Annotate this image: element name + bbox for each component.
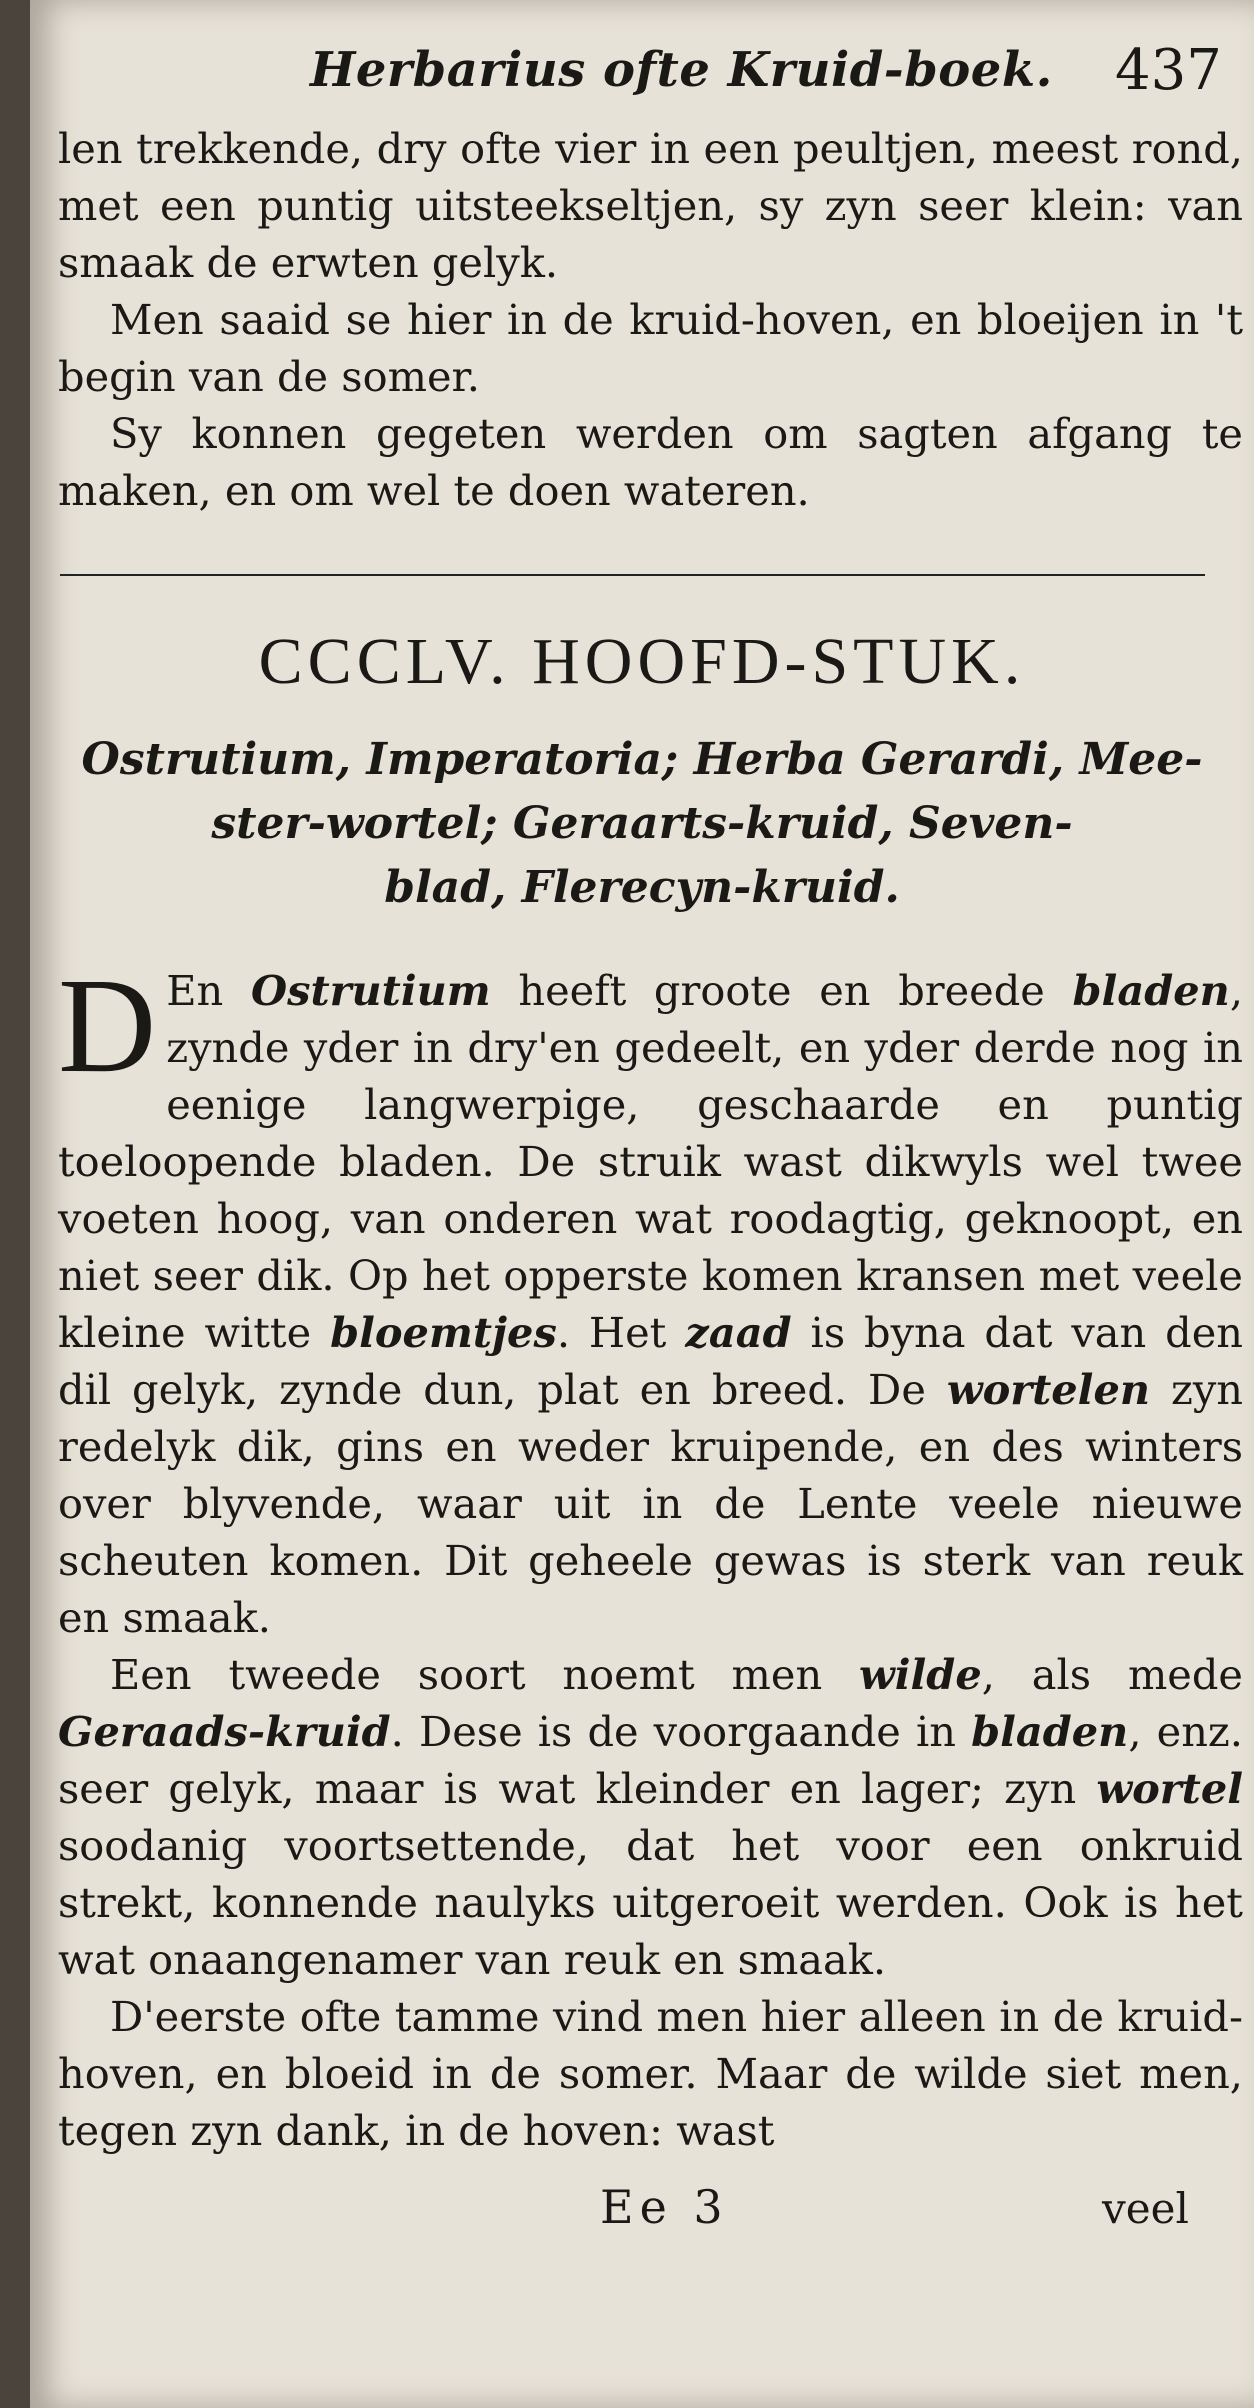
italic-term: wortelen [946, 1365, 1151, 1414]
text-run: En [166, 966, 251, 1015]
book-gutter [0, 0, 30, 2408]
drop-cap: D [58, 951, 157, 1101]
chapter-title: CCCLV. HOOFD-STUK. [258, 625, 1026, 698]
top-section [58, 120, 1243, 519]
text-run: , zynde yder in dry'en gedeelt, en yder derde nog in eenige langwerpige, geschaarde en puntig toeloopende bladen. De struik wast dikwyls wel twee voeten hoog, van onderen wat roodagtig, geknoopt, en niet seer dik. Op het opperste komen kransen met veele kleine witte [58, 966, 1244, 1357]
italic-term: bladen [1072, 966, 1230, 1015]
subtitle-line: ster-wortel; Geraarts-kruid, Seven- [211, 798, 1073, 849]
italic-term: bladen [971, 1707, 1129, 1756]
signature-mark: Ee 3 [600, 2180, 729, 2234]
text-run: soodanig voortsettende, dat het voor een onkruid strekt, konnende naulyks uitgeroeit werden. Ook is het wat onaangenamer van reuk en smaak. [58, 1821, 1243, 1984]
subtitle-line: blad, Flerecyn-kruid. [384, 862, 900, 913]
text-run: . Dese is de voorgaande in [390, 1707, 972, 1756]
italic-term: Geraads-kruid [58, 1707, 391, 1756]
paragraph-second [58, 1646, 1243, 1988]
italic-term: wilde [859, 1650, 982, 1699]
section-divider [60, 574, 1205, 576]
italic-term: Ostrutium [250, 966, 491, 1015]
paragraph-continued: len trekkende, dry ofte vier in een peultjen, meest rond, met een puntig uitsteekseltjen, sy zyn seer klein: van smaak de erwten gelyk. [58, 124, 1243, 287]
text-run: heeft groote en breede [490, 966, 1073, 1015]
italic-term: zaad [685, 1308, 792, 1357]
catchword: veel [1102, 2184, 1189, 2233]
italic-term: bloemtjes [330, 1308, 557, 1357]
text-run: zyn redelyk dik, gins en weder kruipende, en des winters over blyvende, waar uit in de Lente veele nieuwe scheuten komen. Dit geheele gewas is sterk van reuk en smaak. [58, 1365, 1244, 1642]
italic-term: wortel [1096, 1764, 1243, 1813]
page-number: 437 [1115, 38, 1222, 103]
paragraph-first [58, 951, 1244, 1646]
text-run: . Het [556, 1308, 686, 1357]
subtitle-line: Ostrutium, Imperatoria; Herba Gerardi, Mee- [81, 734, 1203, 785]
text-run: Een tweede soort noemt men [110, 1650, 860, 1699]
paragraph-third: D'eerste ofte tamme vind men hier alleen in de kruid-hoven, en bloeid in de somer. Maar de wilde siet men, tegen zyn dank, in de hoven: wast [58, 1992, 1243, 2155]
paragraph: Sy konnen gegeten werden om sagten afgang te maken, en om wel te doen wateren. [58, 409, 1243, 515]
chapter-body [58, 951, 1244, 2159]
running-title: Herbarius ofte Kruid-boek. [310, 42, 1053, 98]
text-run: , als mede [981, 1650, 1243, 1699]
text-run: is byna dat van den dil gelyk, zynde dun, plat en breed. De [58, 1308, 1243, 1414]
page-header [30, 38, 1254, 112]
chapter-subtitle [30, 728, 1254, 920]
text-run: , enz. seer gelyk, maar is wat kleinder en lager; zyn [58, 1707, 1243, 1813]
book-page [30, 0, 1254, 2408]
paragraph: Men saaid se hier in de kruid-hoven, en bloeijen in 't begin van de somer. [58, 295, 1243, 401]
